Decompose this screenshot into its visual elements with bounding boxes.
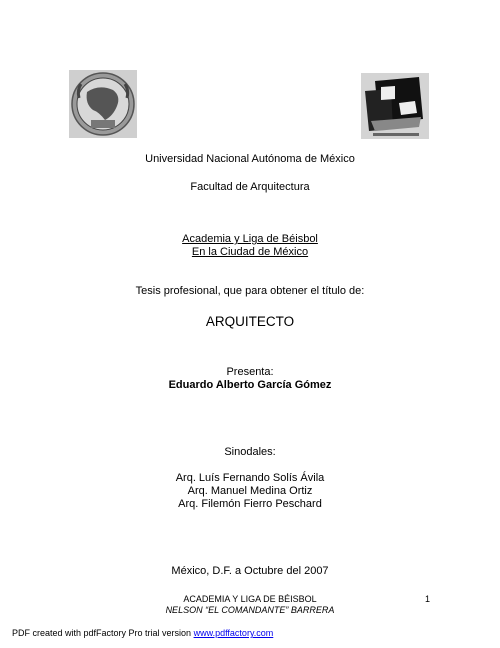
sinodales-label: Sinodales:	[224, 446, 276, 458]
university-name: Universidad Nacional Autónoma de México	[145, 153, 355, 165]
sinodal-item: Arq. Filemón Fierro Peschard	[178, 498, 322, 510]
thesis-description: Tesis profesional, que para obtener el título de:	[135, 285, 365, 297]
sinodal-item: Arq. Manuel Medina Ortiz	[187, 485, 313, 497]
degree-title: ARQUITECTO	[205, 314, 295, 329]
unam-seal-logo	[69, 70, 137, 138]
faculty-architecture-logo	[361, 73, 429, 139]
faculty-name: Facultad de Arquitectura	[190, 181, 310, 193]
sinodales-list	[0, 472, 500, 511]
footer-line-2: NELSON “EL COMANDANTE” BARRERA	[165, 605, 335, 615]
thesis-title-block	[0, 233, 500, 259]
pdffactory-link[interactable]: www.pdffactory.com	[193, 628, 274, 638]
author-name: Eduardo Alberto García Gómez	[168, 379, 332, 391]
thesis-title-line-1: Academia y Liga de Béisbol	[182, 233, 318, 245]
pdf-note-text: PDF created with pdfFactory Pro trial version	[12, 628, 194, 638]
sinodal-item: Arq. Luís Fernando Solís Ávila	[175, 472, 325, 484]
footer-line-1: ACADEMIA Y LIGA DE BÉISBOL	[183, 594, 317, 604]
pdf-creator-note	[12, 628, 273, 639]
place-date: México, D.F. a Octubre del 2007	[171, 565, 329, 577]
page-number: 1	[425, 594, 431, 604]
presenta-label: Presenta:	[226, 366, 274, 378]
thesis-title-line-2: En la Ciudad de México	[191, 246, 309, 258]
